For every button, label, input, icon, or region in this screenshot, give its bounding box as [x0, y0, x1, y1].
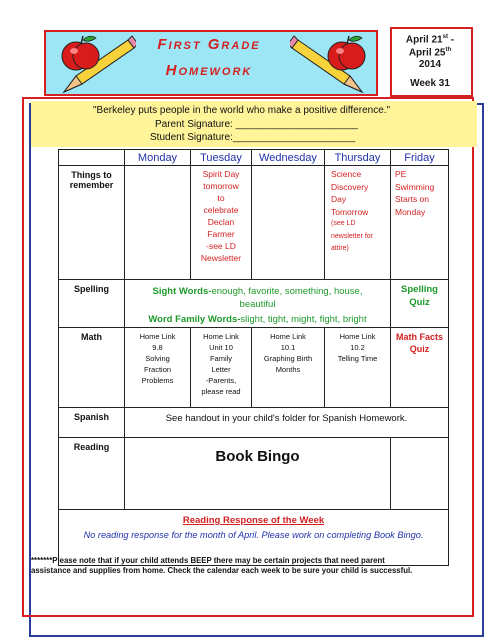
berkeley-quote: "Berkeley puts people in the world who make a positive difference."	[93, 105, 391, 116]
day-friday: Friday	[391, 150, 449, 166]
student-signature-line[interactable]: Student Signature:______________________	[150, 132, 356, 143]
row-label-math: Math	[59, 328, 125, 408]
math-tuesday: Home Link Unit 10 Family Letter -Parents, please read	[191, 328, 252, 408]
math-monday: Home Link 9.8 Solving Fraction Problems	[125, 328, 191, 408]
row-label-reading: Reading	[59, 438, 125, 510]
title-line-2: Homework	[165, 62, 253, 79]
reading-text: Book Bingo	[125, 438, 391, 510]
row-label-spanish: Spanish	[59, 408, 125, 438]
table-row-math	[59, 328, 449, 408]
parent-signature-line[interactable]: Parent Signature: ______________________	[155, 119, 358, 130]
remember-tuesday: Spirit Day tomorrow to celebrate Declan Farmer -see LD Newsletter	[191, 166, 252, 280]
reading-friday	[391, 438, 449, 510]
title-line-1: First Grade	[157, 36, 261, 53]
day-thursday: Thursday	[325, 150, 391, 166]
reading-response-title: Reading Response of the Week	[182, 515, 325, 526]
table-row-reading	[59, 438, 449, 510]
row-label-spelling: Spelling	[59, 280, 125, 328]
math-friday: Math Facts Quiz	[391, 328, 449, 408]
parent-note: *******Please note that if your child attends BEEP there may be certain projects that need parent assistance and supplies from home. Check the calendar each week to be sure your child is successful.	[31, 556, 413, 575]
math-thursday: Home Link 10.2 Telling Time	[325, 328, 391, 408]
row-label-remember: Things to remember	[59, 166, 125, 280]
table-row-remember	[59, 166, 449, 280]
table-row-spanish	[59, 408, 449, 438]
remember-thursday: Science Discovery Day Tomorrow (see LD newsletter for attire)	[325, 166, 391, 280]
table-row-spelling	[59, 280, 449, 328]
day-monday: Monday	[125, 150, 191, 166]
week-number: Week 31	[410, 78, 450, 89]
day-wednesday: Wednesday	[252, 150, 325, 166]
spanish-text: See handout in your child's folder for Spanish Homework.	[125, 408, 449, 438]
day-header-row	[59, 150, 449, 166]
remember-friday: PE Swimming Starts on Monday	[391, 166, 449, 280]
reading-response-body: No reading response for the month of April. Please work on completing Book Bingo.	[83, 530, 424, 540]
spelling-friday: Spelling Quiz	[391, 280, 449, 328]
day-tuesday: Tuesday	[191, 150, 252, 166]
homework-table	[58, 149, 449, 566]
date-range: April 21st - April 25th 2014	[405, 34, 455, 70]
spelling-words: Sight Words-enough, favorite, something, house, beautiful Word Family Words-slight, tight, might, fight, bright	[125, 280, 391, 328]
remember-monday	[125, 166, 191, 280]
math-wednesday: Home Link 10.1 Graphing Birth Months	[252, 328, 325, 408]
corner-cell	[59, 150, 125, 166]
remember-wednesday	[252, 166, 325, 280]
quote-box	[31, 101, 477, 147]
